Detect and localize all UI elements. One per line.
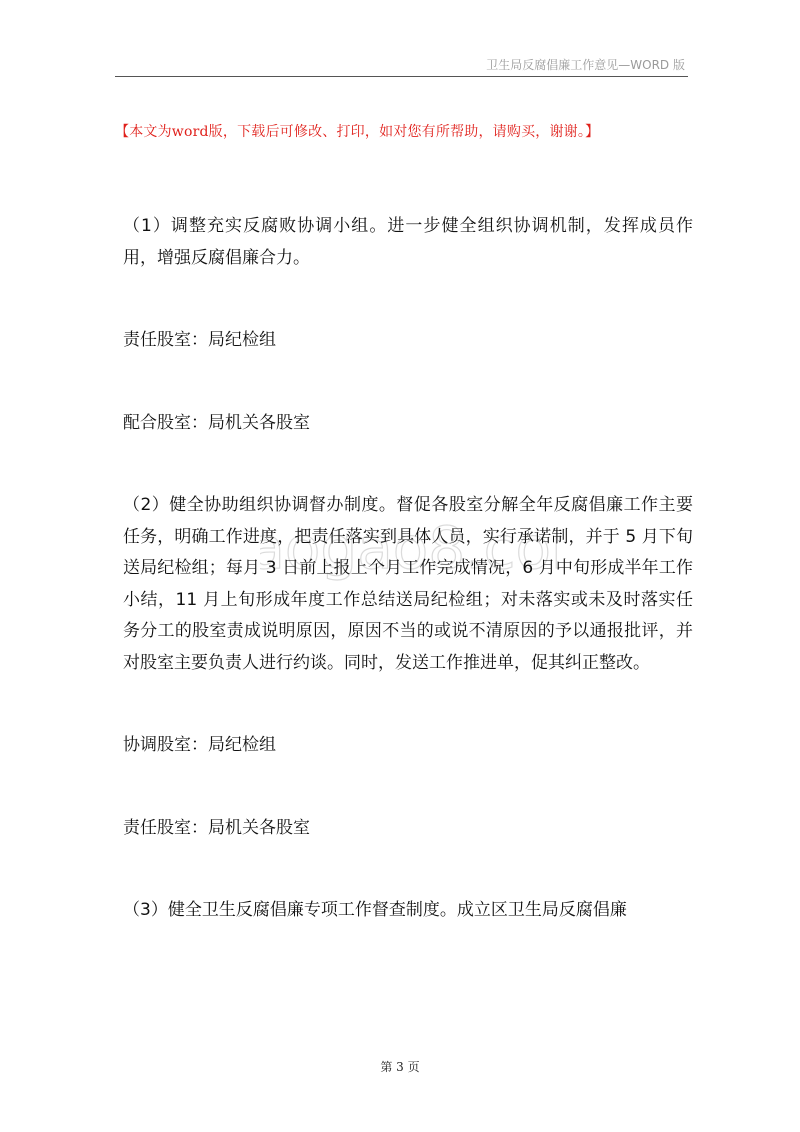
document-body xyxy=(123,211,693,927)
purchase-notice: 【本文为word版，下载后可修改、打印，如对您有所帮助，请购买，谢谢。】 xyxy=(115,124,600,140)
page-number: 第 3 页 xyxy=(380,1060,420,1074)
paragraph-2: 责任股室：局纪检组 xyxy=(123,330,276,350)
paragraph-7: （3）健全卫生反腐倡廉专项工作督查制度。成立区卫生局反腐倡廉 xyxy=(123,900,627,920)
paragraph-5: 协调股室：局纪检组 xyxy=(123,735,276,755)
paragraph-4: （2）健全协助组织协调督办制度。督促各股室分解全年反腐倡廉工作主要任务，明确工作进度，把责任落实到具体人员，实行承诺制，并于 5 月下旬送局纪检组；每月 3 日前上报上个月工作完成情况，6 月中旬形成半年工作小结，11 月上旬形成年度工作总结送局纪检组；对未落实或未及时落实任务分工的股室责成说明原因，原因不当的或说不清原因的予以通报批评，并对股室主要负责人进行约谈。同时，发送工作推进单，促其纠正整改。 xyxy=(123,495,693,673)
paragraph-6: 责任股室：局机关各股室 xyxy=(123,817,310,838)
paragraph-3: 配合股室：局机关各股室 xyxy=(123,412,310,433)
watermark-text: aogao8.co xyxy=(260,514,551,582)
paragraph-1: （1）调整充实反腐败协调小组。进一步健全组织协调机制，发挥成员作用，增强反腐倡廉合力。 xyxy=(123,216,693,268)
header-divider xyxy=(115,76,688,77)
header-title: 卫生局反腐倡廉工作意见—WORD 版 xyxy=(486,58,685,72)
